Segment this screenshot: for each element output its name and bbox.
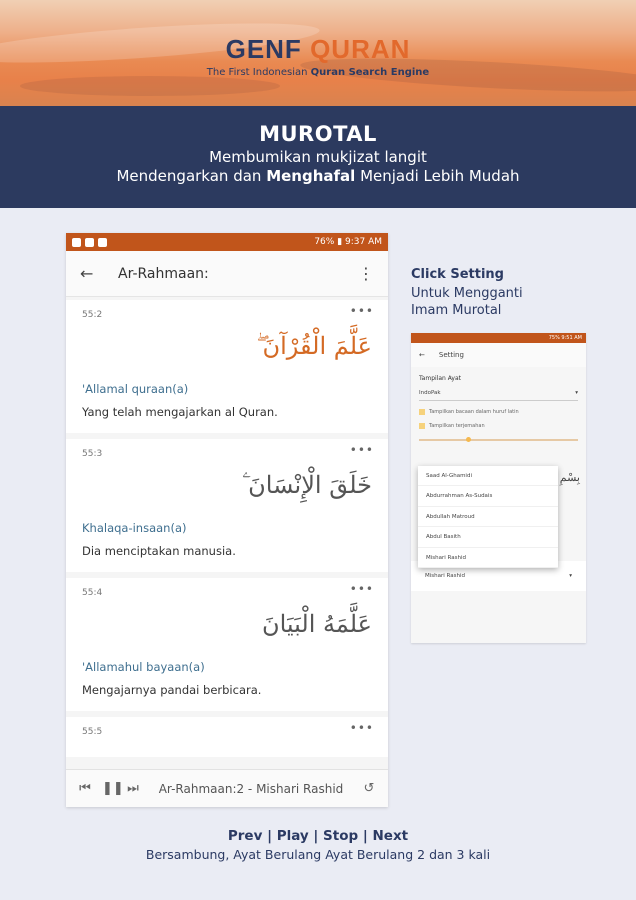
imam-dropdown-menu [418, 466, 558, 568]
verse-number: 55:5 [82, 727, 103, 737]
verse-card[interactable] [66, 439, 388, 572]
banner-line2: Mendengarkan dan Menghafal Menjadi Lebih Mudah [116, 167, 520, 185]
dropdown-arrow-icon: ▾ [569, 573, 572, 579]
app-logo: GENF QURAN [225, 34, 411, 64]
verse-translation: Dia menciptakan manusia. [82, 544, 236, 558]
app-bar [66, 251, 388, 297]
verse-transliteration: 'Allamal quraan(a) [82, 382, 189, 396]
verse-translation: Mengajarnya pandai berbicara. [82, 683, 262, 697]
repeat-caption: Bersambung, Ayat Berulang Ayat Berulang 2 dan 3 kali [145, 847, 491, 862]
script-select[interactable]: IndoPak ▾ [419, 390, 578, 401]
click-setting-title: Click Setting [411, 267, 504, 282]
skip-previous-icon[interactable]: ⏮ [79, 781, 91, 796]
verse-arabic: خَلَقَ الْإِنْسَانَ ۧ [242, 471, 372, 499]
banner-title: MUROTAL [259, 122, 377, 146]
player-track: Ar-Rahmaan:2 - Mishari Rashid [158, 781, 344, 796]
more-vert-icon[interactable]: ⋮ [358, 264, 374, 283]
more-horiz-icon[interactable]: ••• [349, 443, 374, 457]
verse-card[interactable] [66, 300, 388, 433]
imam-option[interactable]: Saad Al-Ghamidi [418, 466, 558, 486]
imam-option[interactable]: Abdurrahman As-Sudais [418, 486, 558, 506]
pause-icon[interactable]: ❚❚ [102, 781, 124, 796]
mini-app-bar [411, 343, 586, 367]
verse-number: 55:3 [82, 449, 103, 459]
page-title: Ar-Rahmaan: [118, 265, 209, 282]
checkbox-latin[interactable]: Tampilkan bacaan dalam huruf latin [419, 409, 578, 415]
back-arrow-icon[interactable]: ← [80, 264, 94, 283]
verse-card[interactable] [66, 578, 388, 711]
header-hero [0, 0, 636, 106]
verse-arabic: عَلَّمَهُ الْبَيَانَ [261, 610, 372, 638]
arabic-preview: بِسْمِ [559, 471, 580, 484]
audio-player [66, 769, 388, 807]
more-horiz-icon[interactable]: ••• [349, 304, 374, 318]
imam-option[interactable]: Abdul Basith [418, 527, 558, 547]
banner-line1: Membumikan mukjizat langit [209, 148, 427, 166]
checkbox-icon [419, 409, 425, 415]
more-horiz-icon[interactable]: ••• [349, 721, 374, 735]
tagline: The First Indonesian Quran Search Engine [206, 67, 430, 78]
cloud-decoration [20, 76, 280, 96]
verse-transliteration: Khalaqa-insaan(a) [82, 521, 187, 535]
imam-option[interactable]: Mishari Rashid [418, 548, 558, 568]
section-title: Tampilan Ayat [419, 375, 461, 382]
skip-next-icon[interactable]: ⏭ [127, 781, 139, 796]
verse-number: 55:2 [82, 310, 103, 320]
mini-status-bar: 75% 9:51 AM [411, 333, 586, 343]
checkbox-translation[interactable]: Tampilkan terjemahan [419, 423, 578, 429]
back-arrow-icon[interactable]: ← [419, 351, 425, 359]
verse-number: 55:4 [82, 588, 103, 598]
controls-caption: Prev | Play | Stop | Next [227, 828, 409, 844]
status-bar [66, 233, 388, 251]
verse-card[interactable] [66, 717, 388, 757]
imam-select[interactable]: Mishari Rashid ▾ [411, 561, 586, 591]
phone-screenshot [66, 233, 388, 807]
verse-arabic: عَلَّمَ الْقُرْآنَ ۖ [256, 332, 372, 360]
q-app-icon [72, 238, 81, 247]
click-setting-subtitle: Untuk Mengganti Imam Murotal [411, 286, 523, 318]
more-horiz-icon[interactable]: ••• [349, 582, 374, 596]
slider-knob[interactable] [466, 437, 471, 442]
feature-banner [0, 106, 636, 208]
imam-option[interactable]: Abdullah Matroud [418, 507, 558, 527]
repeat-icon[interactable]: ↺ [363, 781, 375, 796]
status-right: 76% ▮ 9:37 AM [314, 237, 382, 247]
whatsapp-icon [98, 238, 107, 247]
verse-transliteration: 'Allamahul bayaan(a) [82, 660, 205, 674]
settings-title: Setting [438, 351, 464, 359]
dropdown-arrow-icon: ▾ [575, 390, 578, 396]
checkbox-icon [419, 423, 425, 429]
font-size-slider[interactable] [419, 439, 578, 441]
verse-translation: Yang telah mengajarkan al Quran. [82, 405, 278, 419]
image-icon [85, 238, 94, 247]
